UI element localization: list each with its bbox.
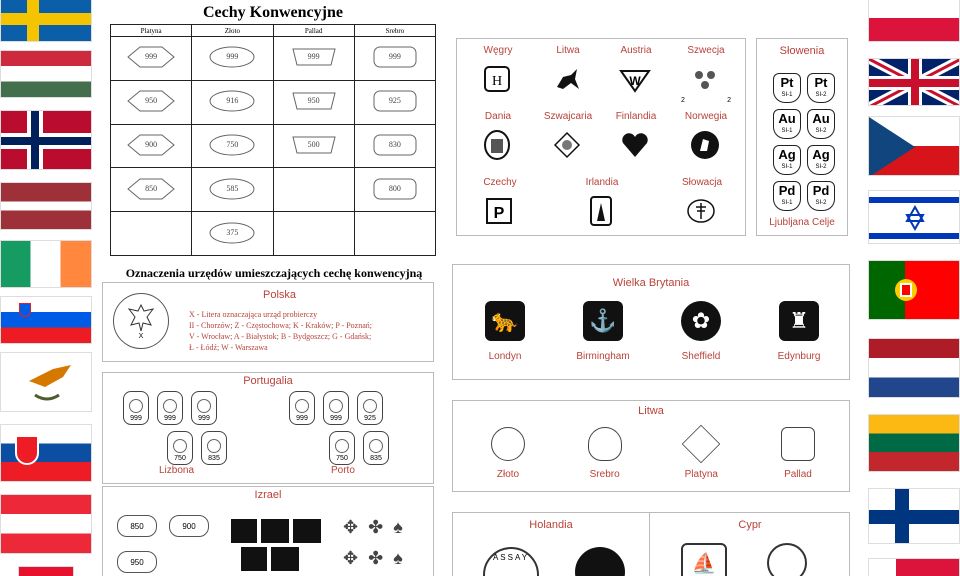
hallmark-value: 830 [388, 139, 401, 149]
hallmark-value: 925 [388, 96, 401, 106]
israel-spade-icon: ♠ [393, 548, 403, 568]
hallmark-oval-icon [207, 45, 257, 69]
slovakia-cross-icon [685, 195, 719, 229]
slovenia-office: SI-1 [781, 200, 793, 206]
flag-austria [0, 494, 92, 554]
lithuania-metal-label: Złoto [496, 469, 520, 480]
portugal-hallmark-value: 999 [164, 415, 176, 422]
table-cell [192, 80, 273, 124]
slovenia-title: Słowenia [779, 45, 825, 57]
finland-heart-icon [619, 129, 653, 163]
slovenia-metal: Au [778, 111, 796, 126]
slovenia-office: SI-2 [815, 200, 827, 206]
switzerland-mark-icon [551, 129, 585, 163]
hallmark-value: 850 [145, 183, 158, 193]
hallmark-hex-icon [289, 45, 339, 69]
portugal-hallmark-value: 750 [174, 455, 186, 462]
slovenia-hallmark-icon [773, 73, 801, 103]
country-label: Szwecja [687, 45, 725, 56]
hallmark-value: 900 [145, 139, 158, 149]
flag-lithuania [868, 414, 960, 472]
country-label: Finlandia [615, 111, 657, 122]
israel-hallmark-value: 950 [130, 557, 144, 567]
flag-latvia [0, 182, 92, 230]
gb-city-label: Sheffield [681, 351, 721, 362]
portugal-hallmark-icon [201, 431, 227, 465]
portugal-hallmark-value: 999 [330, 415, 342, 422]
hallmark-rect-icon [370, 89, 420, 113]
israel-cross-marks [343, 517, 423, 569]
table-row [111, 80, 436, 124]
poland-eagle-icon [113, 293, 169, 349]
hallmark-hex-icon [289, 133, 339, 157]
poland-country-label: Polska [263, 289, 297, 301]
country-mark-8 [467, 177, 533, 229]
israel-spade-icon: ♠ [393, 517, 403, 537]
hallmark-diamond-icon [126, 177, 176, 201]
hallmark-value: 950 [145, 96, 158, 106]
sweden-sub-value: 2 [681, 97, 685, 104]
netherlands-black-mark-icon [575, 547, 625, 576]
portugal-hallmark-icon [357, 391, 383, 425]
israel-cross-icon: ✥ [343, 548, 359, 568]
table-cell [354, 168, 435, 212]
flag-slovakia [0, 424, 92, 482]
slovenia-metal: Pd [812, 183, 830, 198]
slovenia-office: SI-2 [815, 164, 827, 170]
lithuania-metal-label: Platyna [684, 469, 718, 480]
portugal-hallmark-icon [329, 431, 355, 465]
israel-hallmark-icon [117, 551, 157, 573]
denmark-towers-icon [481, 129, 515, 163]
lithuania-head-icon [588, 427, 622, 461]
table-cell [273, 37, 354, 81]
poland-eagle-letter: X [138, 332, 144, 340]
table-row [111, 37, 436, 81]
slovenia-hallmark-icon [773, 181, 801, 211]
israel-hallmark-value: 850 [130, 521, 144, 531]
hallmark-rect-icon [370, 45, 420, 69]
israel-hallmark-value: 900 [182, 521, 196, 531]
flag-czechia [868, 116, 960, 176]
slovenia-office: SI-1 [781, 92, 793, 98]
slovenia-panel [756, 38, 848, 236]
table-cell [192, 124, 273, 168]
portugal-panel [102, 372, 434, 484]
flag-poland [868, 0, 960, 42]
hallmark-oval-icon [207, 221, 257, 245]
lithuania-rider-icon [551, 63, 585, 97]
country-mark-0 [465, 45, 531, 97]
portugal-title: Portugalia [243, 375, 293, 387]
country-label: Dania [484, 111, 512, 122]
country-mark-4 [465, 111, 531, 163]
netherlands-cyprus-panel [452, 512, 850, 576]
country-mark-5 [535, 111, 601, 163]
hallmark-value: 800 [388, 183, 401, 193]
lithuania-title: Litwa [638, 405, 664, 417]
table-header: Platyna [111, 25, 192, 37]
hallmark-value: 999 [388, 52, 401, 62]
portugal-hallmark-value: 835 [370, 455, 382, 462]
cyprus-title: Cypr [738, 519, 762, 531]
table-cell [111, 80, 192, 124]
hallmark-hex-icon [289, 89, 339, 113]
hallmark-value: 500 [307, 139, 320, 149]
country-label: Irlandia [585, 177, 619, 188]
table-cell [111, 212, 192, 256]
flag-norway [0, 110, 92, 170]
table-cell [111, 168, 192, 212]
birmingham-anchor-icon: ⚓ [583, 301, 623, 341]
country-label: Czechy [483, 177, 517, 188]
europe-marks-panel [456, 38, 746, 236]
london-leopard-icon: 🐆 [485, 301, 525, 341]
table-cell [273, 80, 354, 124]
country-mark-6 [603, 111, 669, 163]
gb-city-label: Londyn [488, 351, 522, 362]
cyprus-fish-icon [767, 543, 807, 576]
slovenia-metal: Pt [780, 75, 794, 90]
edinburgh-castle-icon: ♜ [779, 301, 819, 341]
country-mark-7 [673, 111, 739, 163]
israel-hallmark-icon [117, 515, 157, 537]
portugal-city-porto: Porto [331, 465, 355, 476]
poland-office-lines [189, 309, 372, 353]
poland-offices-panel [102, 282, 434, 362]
slovenia-office: SI-2 [815, 92, 827, 98]
flag-finland [868, 488, 960, 544]
hungary-mark-icon [481, 63, 515, 97]
lithuania-panel [452, 400, 850, 492]
portugal-hallmark-icon [323, 391, 349, 425]
hallmark-value: 916 [226, 96, 239, 106]
flag-partial [18, 566, 74, 576]
ireland-figure-icon [585, 195, 619, 229]
table-cell [192, 168, 273, 212]
portugal-hallmark-value: 925 [364, 415, 376, 422]
lithuania-metal-label: Srebro [589, 469, 620, 480]
portugal-city-lisbon: Lizbona [159, 465, 195, 476]
portugal-hallmark-icon [157, 391, 183, 425]
lithuania-mark-1 [570, 427, 640, 480]
gb-mark-3 [759, 301, 839, 362]
flag-cyprus [0, 352, 92, 412]
israel-panel [102, 486, 434, 576]
hallmark-value: 999 [307, 52, 320, 62]
country-label: Węgry [483, 45, 513, 56]
country-label: Austria [620, 45, 652, 56]
cyprus-ship-icon: ⛵ [681, 543, 727, 576]
gb-mark-0 [465, 301, 545, 362]
flag-netherlands [868, 338, 960, 398]
country-mark-2 [603, 45, 669, 97]
table-header: Złoto [192, 25, 273, 37]
office-line: X - Litera oznaczająca urząd probierczy [189, 310, 318, 319]
portugal-hallmark-icon [363, 431, 389, 465]
page-title: Cechy Konwencyjne [203, 4, 343, 21]
hallmark-rect-icon [370, 177, 420, 201]
israel-hallmark-icon [169, 515, 209, 537]
table-cell [273, 212, 354, 256]
svg-text:W: W [629, 74, 641, 88]
flag-partial-right [868, 558, 960, 576]
slovenia-office: SI-1 [781, 164, 793, 170]
office-line: Ł - Łódź; W - Warszawa [189, 343, 268, 352]
israel-flower-icon: ✤ [368, 517, 384, 537]
sheffield-rose-icon: ✿ [681, 301, 721, 341]
slovenia-hallmark-icon [773, 109, 801, 139]
portugal-hallmark-value: 750 [336, 455, 348, 462]
gb-title: Wielka Brytania [612, 277, 690, 289]
flag-portugal [868, 260, 960, 320]
portugal-hallmark-icon [289, 391, 315, 425]
czech-p-icon [483, 195, 517, 229]
svg-text:P: P [493, 205, 505, 222]
gb-city-label: Birmingham [576, 351, 630, 362]
portugal-hallmark-value: 999 [296, 415, 308, 422]
slovenia-hallmark-icon [807, 73, 835, 103]
table-header: Pallad [273, 25, 354, 37]
table-cell [111, 124, 192, 168]
hallmark-value: 585 [226, 183, 239, 193]
country-mark-10 [669, 177, 735, 229]
hallmark-oval-icon [207, 177, 257, 201]
table-cell [354, 80, 435, 124]
table-cell [192, 212, 273, 256]
country-mark-3 [673, 45, 739, 104]
israel-flower-icon: ✤ [368, 548, 384, 568]
sweden-sub-value: 2 [727, 97, 731, 104]
austria-w-icon [619, 63, 653, 97]
table-row [111, 212, 436, 256]
flag-hungary [0, 50, 92, 98]
country-label: Norwegia [684, 111, 728, 122]
table-header: Srebro [354, 25, 435, 37]
flag-united-kingdom [868, 58, 960, 106]
slovenia-metal: Pd [778, 183, 796, 198]
country-label: Litwa [556, 45, 580, 56]
table-cell [273, 124, 354, 168]
table-cell [192, 37, 273, 81]
slovenia-office: SI-1 [781, 128, 793, 134]
portugal-hallmark-icon [167, 431, 193, 465]
gb-mark-2 [661, 301, 741, 362]
table-cell [111, 37, 192, 81]
gb-city-label: Edynburg [777, 351, 821, 362]
hallmark-diamond-icon [126, 133, 176, 157]
israel-cross-icon: ✥ [343, 517, 359, 537]
hallmark-oval-icon [207, 89, 257, 113]
country-mark-1 [535, 45, 601, 97]
lithuania-metal-label: Pallad [784, 469, 812, 480]
convention-marks-table [110, 24, 436, 256]
slovenia-metal: Au [812, 111, 830, 126]
hallmark-oval-icon [207, 133, 257, 157]
lithuania-head-icon [491, 427, 525, 461]
hallmark-value: 999 [226, 52, 239, 62]
great-britain-panel [452, 264, 850, 380]
flag-slovenia [0, 296, 92, 344]
norway-lion-icon [689, 129, 723, 163]
slovenia-metal: Ag [778, 147, 796, 162]
portugal-hallmark-value: 999 [198, 415, 210, 422]
country-label: Słowacja [681, 177, 723, 188]
hallmark-diamond-icon [126, 45, 176, 69]
lithuania-head-icon [682, 425, 720, 463]
lithuania-mark-0 [473, 427, 543, 480]
portugal-hallmark-value: 999 [130, 415, 142, 422]
portugal-hallmark-value: 835 [208, 455, 220, 462]
lithuania-mark-3 [763, 427, 833, 480]
flag-sweden [0, 0, 92, 42]
gb-mark-1 [563, 301, 643, 362]
lithuania-head-icon [781, 427, 815, 461]
netherlands-seal-icon [483, 547, 539, 576]
slovenia-hallmark-icon [773, 145, 801, 175]
netherlands-title: Holandia [529, 519, 573, 531]
country-mark-9 [569, 177, 635, 229]
country-label: Szwajcaria [543, 111, 593, 122]
hallmark-value: 999 [145, 52, 158, 62]
hallmark-rect-icon [370, 133, 420, 157]
flag-ireland [0, 240, 92, 288]
table-row [111, 168, 436, 212]
table-cell [354, 37, 435, 81]
portugal-hallmark-icon [191, 391, 217, 425]
table-row [111, 124, 436, 168]
slovenia-hallmark-icon [807, 145, 835, 175]
offices-heading: Oznaczenia urzędów umieszczających cechę konwencyjną [125, 266, 423, 280]
israel-black-marks [231, 519, 327, 571]
table-cell [354, 124, 435, 168]
office-line: V - Wrocław; A - Białystok; B - Bydgoszcz; G - Gdańsk; [189, 332, 372, 341]
slovenia-hallmark-icon [807, 109, 835, 139]
hallmark-diamond-icon [126, 89, 176, 113]
slovenia-metal: Ag [812, 147, 830, 162]
svg-text:H: H [491, 74, 503, 89]
table-cell [354, 212, 435, 256]
office-line: II - Chorzów; Z - Częstochowa; K - Kraków; P - Poznań; [189, 321, 372, 330]
israel-title: Izrael [254, 489, 282, 501]
slovenia-office: SI-2 [815, 128, 827, 134]
sweden-crowns-icon [689, 63, 723, 97]
hallmark-value: 375 [226, 227, 239, 237]
portugal-hallmark-icon [123, 391, 149, 425]
slovenia-metal: Pt [814, 75, 828, 90]
flag-israel [868, 190, 960, 244]
netherlands-seal-text: ASSAY [492, 553, 530, 562]
hallmark-value: 950 [307, 96, 320, 106]
slovenia-hallmark-icon [807, 181, 835, 211]
table-cell [273, 168, 354, 212]
lithuania-mark-2 [666, 427, 736, 480]
hallmark-value: 750 [226, 139, 239, 149]
slovenia-cities: Ljubljana Celje [769, 217, 835, 228]
